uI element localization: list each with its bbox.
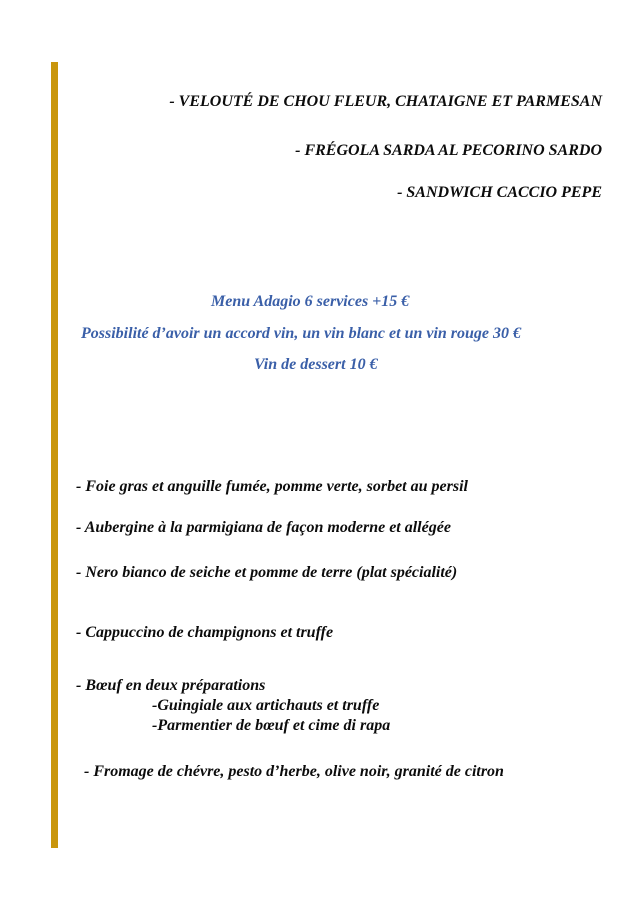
top-dish-2: - FRÉGOLA SARDA AL PECORINO SARDO xyxy=(295,142,602,159)
course-4: - Cappuccino de champignons et truffe xyxy=(76,624,334,641)
course-3: - Nero bianco de seiche et pomme de terre (plat spécialité) xyxy=(76,564,458,581)
course-6: - Fromage de chévre, pesto d’herbe, olive noir, granité de citron xyxy=(84,763,504,780)
course-1: - Foie gras et anguille fumée, pomme verte, sorbet au persil xyxy=(76,478,468,495)
course-2: - Aubergine à la parmigiana de façon moderne et allégée xyxy=(76,519,451,536)
top-dish-1: - VELOUTÉ DE CHOU FLEUR, CHATAIGNE ET PARMESAN xyxy=(169,93,602,110)
wine-pairing-line: Possibilité d’avoir un accord vin, un vin blanc et un vin rouge 30 € xyxy=(81,325,522,342)
top-dish-3: - SANDWICH CACCIO PEPE xyxy=(397,184,602,201)
course-5: - Bœuf en deux préparations xyxy=(76,677,266,694)
course-5-sub-2: -Parmentier de bœuf et cime di rapa xyxy=(152,717,391,734)
menu-adagio-line: Menu Adagio 6 services +15 € xyxy=(211,293,410,310)
gold-accent-bar xyxy=(51,62,58,848)
dessert-wine-line: Vin de dessert 10 € xyxy=(254,356,378,373)
course-5-sub-1: -Guingiale aux artichauts et truffe xyxy=(152,697,380,714)
